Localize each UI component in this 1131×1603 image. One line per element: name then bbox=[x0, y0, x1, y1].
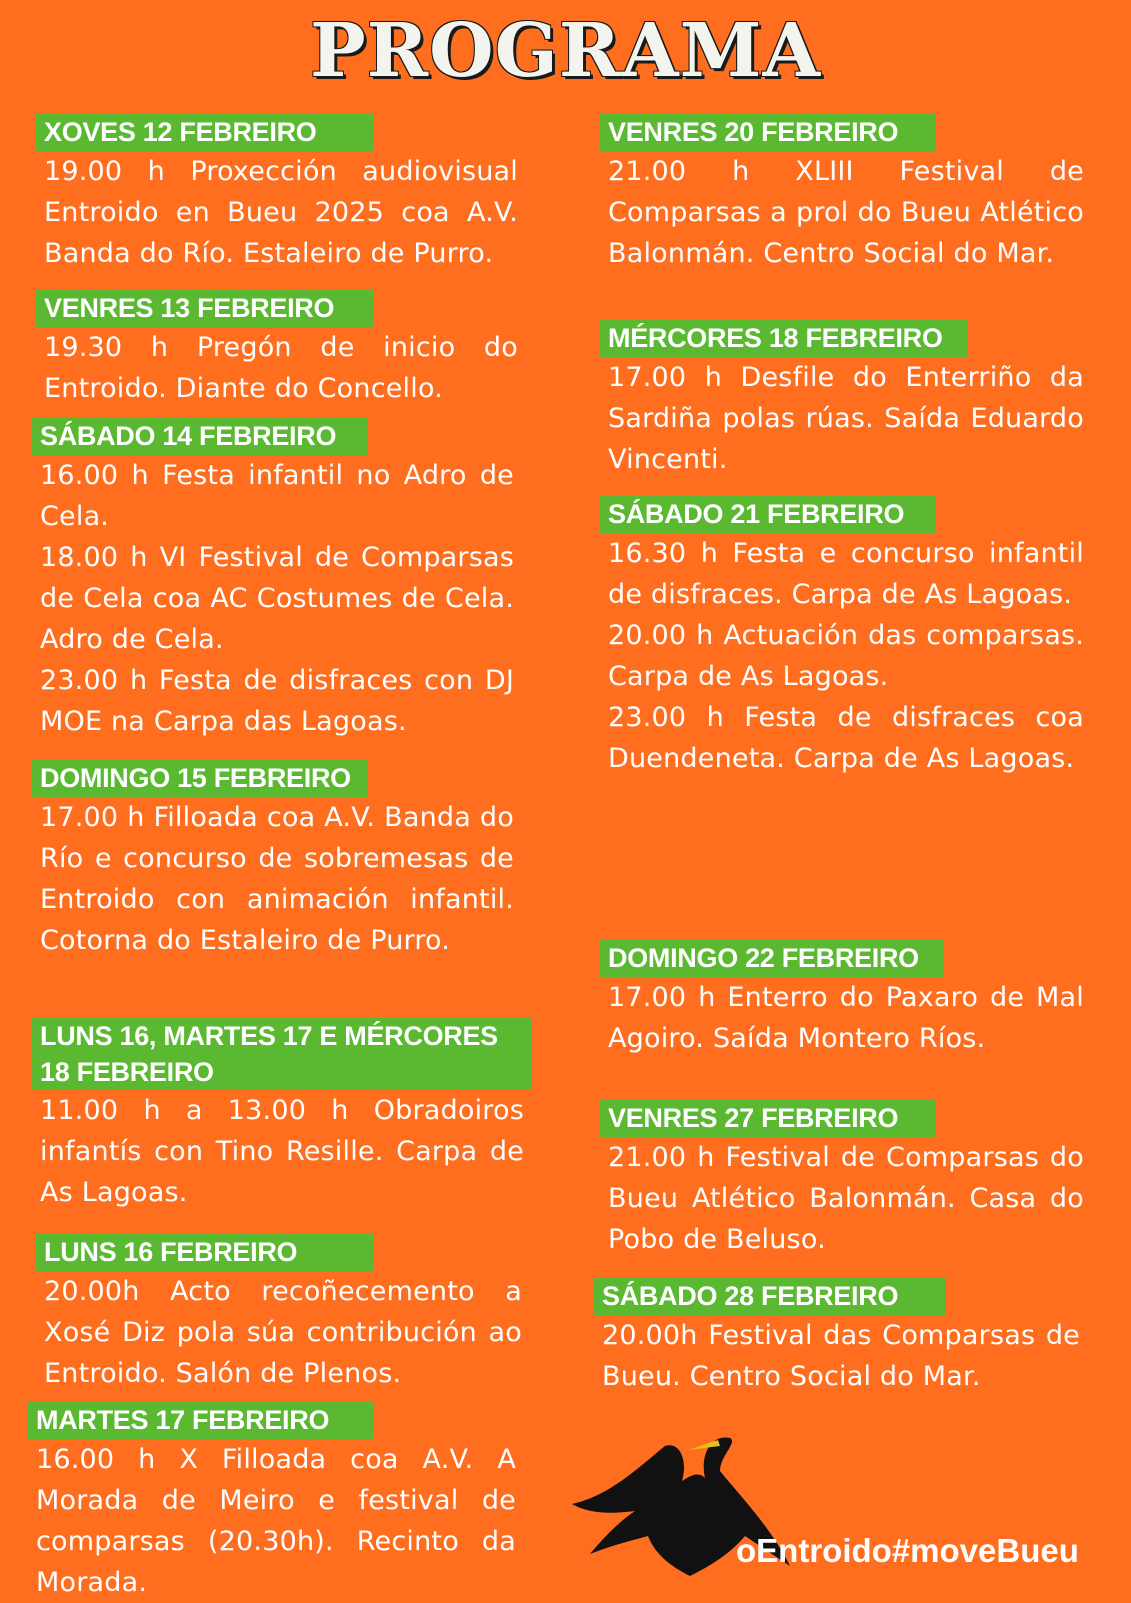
day-heading: DOMINGO 15 FEBREIRO bbox=[32, 760, 368, 797]
day-block bbox=[600, 1100, 1092, 1260]
event-text: 16.30 h Festa e concurso infantil de disfraces. Carpa de As Lagoas. bbox=[608, 538, 1084, 610]
day-block bbox=[32, 760, 522, 961]
day-heading: VENRES 20 FEBREIRO bbox=[600, 114, 936, 151]
event-text: 18.00 h VI Festival de Comparsas de Cela coa AC Costumes de Cela. Adro de Cela. bbox=[40, 542, 514, 655]
day-block bbox=[594, 1278, 1088, 1397]
day-block bbox=[28, 1402, 524, 1603]
event-text: 17.00 h Enterro do Paxaro de Mal Agoiro. Saída Montero Ríos. bbox=[608, 982, 1084, 1054]
day-block bbox=[600, 496, 1092, 779]
event-text: 19.30 h Pregón de inicio do Entroido. Diante do Concello. bbox=[44, 332, 518, 404]
day-heading: LUNS 16 FEBREIRO bbox=[36, 1234, 374, 1271]
day-block bbox=[36, 1234, 530, 1394]
day-heading: DOMINGO 22 FEBREIRO bbox=[600, 940, 944, 977]
event-text: 17.00 h Desfile do Enterriño da Sardiña polas rúas. Saída Eduardo Vincenti. bbox=[608, 362, 1084, 475]
event-text: 19.00 h Proxección audiovisual Entroido en Bueu 2025 coa A.V. Banda do Río. Estaleiro de Purro. bbox=[44, 156, 518, 269]
day-heading: XOVES 12 FEBREIRO bbox=[36, 114, 374, 151]
event-text: 17.00 h Filloada coa A.V. Banda do Río e concurso de sobremesas de Entroido con animación infantil. Cotorna do Estaleiro de Purro. bbox=[40, 802, 514, 956]
event-text: 16.00 h Festa infantil no Adro de Cela. bbox=[40, 460, 514, 532]
day-heading: LUNS 16, MARTES 17 E MÉRCORES 18 FEBREIRO bbox=[32, 1018, 532, 1090]
event-text: 20.00h Festival das Comparsas de Bueu. Centro Social do Mar. bbox=[602, 1320, 1080, 1392]
hashtag-footer: oEntroido#moveBueu bbox=[736, 1532, 1079, 1569]
day-heading: MARTES 17 FEBREIRO bbox=[28, 1402, 374, 1439]
event-text: 11.00 h a 13.00 h Obradoiros infantís con Tino Resille. Carpa de As Lagoas. bbox=[40, 1095, 524, 1208]
event-text: 21.00 h XLIII Festival de Comparsas a prol do Bueu Atlético Balonmán. Centro Social do Mar. bbox=[608, 156, 1084, 269]
day-heading: SÁBADO 14 FEBREIRO bbox=[32, 418, 368, 455]
day-heading: VENRES 13 FEBREIRO bbox=[36, 290, 374, 327]
day-block bbox=[32, 1018, 532, 1213]
day-block bbox=[32, 418, 522, 742]
day-block bbox=[36, 290, 526, 409]
event-text: 20.00 h Actuación das comparsas. Carpa de As Lagoas. bbox=[608, 620, 1084, 692]
day-block bbox=[600, 320, 1092, 480]
day-heading: SÁBADO 21 FEBREIRO bbox=[600, 496, 936, 533]
day-heading: MÉRCORES 18 FEBREIRO bbox=[600, 320, 968, 357]
event-text: 23.00 h Festa de disfraces con DJ MOE na Carpa das Lagoas. bbox=[40, 665, 514, 737]
day-block bbox=[600, 114, 1092, 274]
day-heading: SÁBADO 28 FEBREIRO bbox=[594, 1278, 946, 1315]
day-block bbox=[36, 114, 526, 274]
event-text: 21.00 h Festival de Comparsas do Bueu Atlético Balonmán. Casa do Pobo de Beluso. bbox=[608, 1142, 1084, 1255]
day-block bbox=[600, 940, 1092, 1059]
event-text: 16.00 h X Filloada coa A.V. A Morada de Meiro e festival de comparsas (20.30h). Recinto da Morada. bbox=[36, 1444, 516, 1598]
day-heading: VENRES 27 FEBREIRO bbox=[600, 1100, 936, 1137]
event-text: 20.00h Acto recoñecemento a Xosé Diz pola súa contribución ao Entroido. Salón de Plenos. bbox=[44, 1276, 522, 1389]
page-title: PROGRAMA bbox=[309, 8, 822, 94]
event-text: 23.00 h Festa de disfraces coa Duendeneta. Carpa de As Lagoas. bbox=[608, 702, 1084, 774]
